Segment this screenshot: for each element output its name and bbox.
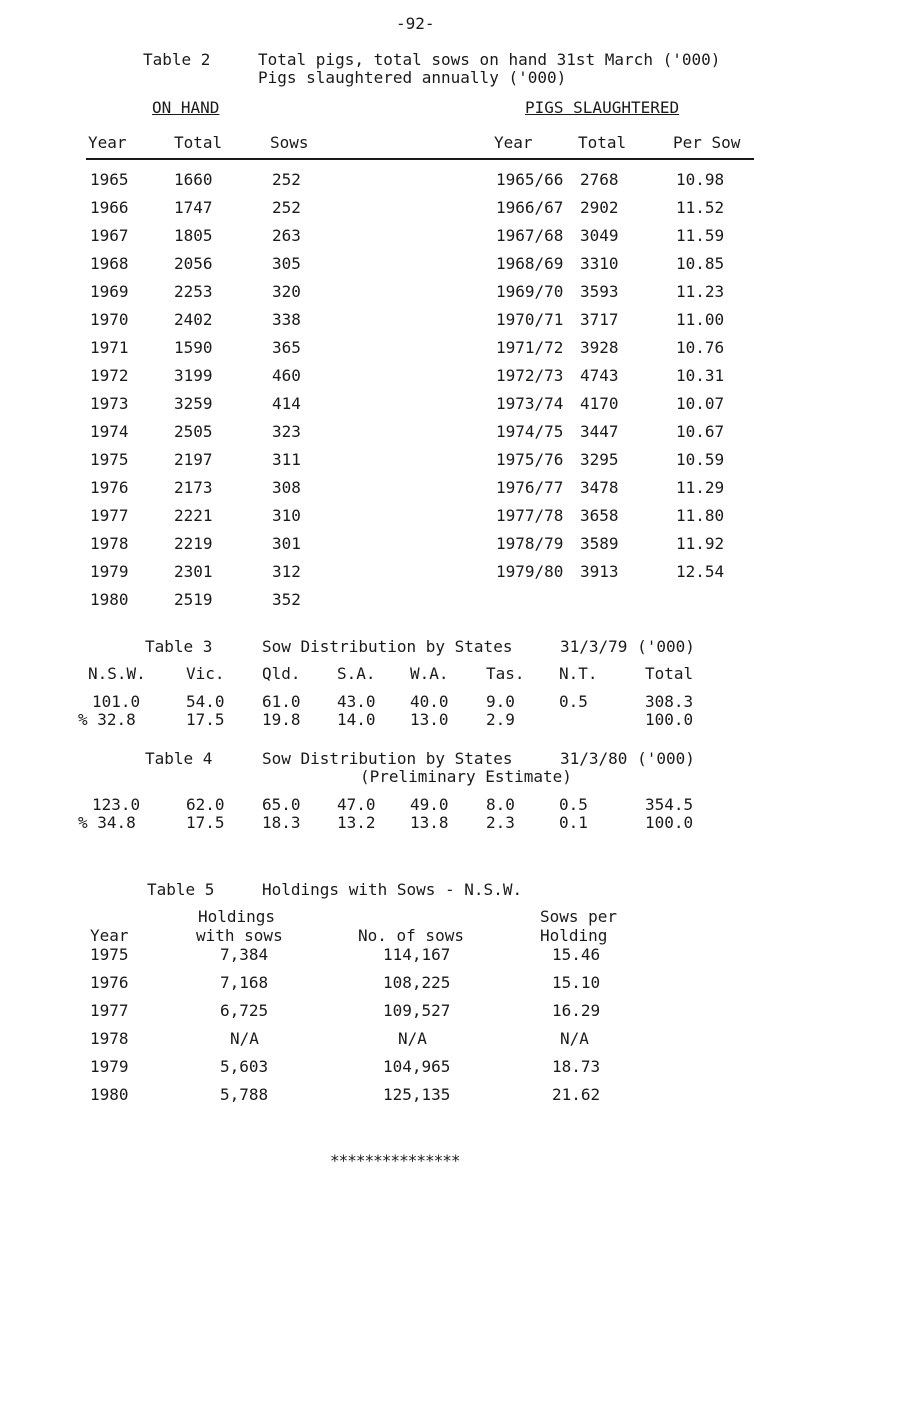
percent-qld: 19.8 — [262, 710, 301, 729]
cell-sows: 460 — [272, 366, 301, 385]
table5-label: Table 5 — [147, 880, 215, 899]
cell-year: 1971 — [90, 338, 129, 357]
cell-per-sow: 10.85 — [676, 254, 725, 273]
cell-sows: 338 — [272, 310, 301, 329]
cell-no-of-sows: 108,225 — [383, 973, 451, 992]
header-nt: N.T. — [559, 664, 598, 683]
cell-total-slaughtered: 3658 — [580, 506, 619, 525]
cell-year: 1977 — [90, 1001, 129, 1020]
header-total: Total — [174, 133, 223, 152]
cell-sows: 252 — [272, 198, 301, 217]
header-qld: Qld. — [262, 664, 301, 683]
cell-per-sow: 10.98 — [676, 170, 725, 189]
value-tas: 9.0 — [486, 692, 515, 711]
table5-header-year: Year — [90, 926, 129, 945]
cell-year: 1975 — [90, 945, 129, 964]
cell-total-slaughtered: 3717 — [580, 310, 619, 329]
cell-holdings: 7,168 — [220, 973, 269, 992]
cell-year: 1978 — [90, 534, 129, 553]
pigs-slaughtered-heading: PIGS SLAUGHTERED — [525, 98, 680, 117]
cell-no-of-sows: N/A — [398, 1029, 427, 1048]
percent-nsw: % 34.8 — [78, 813, 136, 832]
cell-year-slaughtered: 1974/75 — [496, 422, 564, 441]
header-tas: Tas. — [486, 664, 525, 683]
cell-sows: 414 — [272, 394, 301, 413]
page-number: -92- — [396, 14, 435, 33]
table4-title: Sow Distribution by States — [262, 749, 513, 768]
cell-per-sow: 12.54 — [676, 562, 725, 581]
value-vic: 62.0 — [186, 795, 225, 814]
value-nsw: 101.0 — [92, 692, 141, 711]
value-sa: 43.0 — [337, 692, 376, 711]
cell-total-slaughtered: 4170 — [580, 394, 619, 413]
percent-tas: 2.3 — [486, 813, 515, 832]
header-sa: S.A. — [337, 664, 376, 683]
table5-header-holdings-2: with sows — [196, 926, 283, 945]
cell-total: 1590 — [174, 338, 213, 357]
cell-total: 2301 — [174, 562, 213, 581]
cell-total-slaughtered: 3295 — [580, 450, 619, 469]
table5-title: Holdings with Sows - N.S.W. — [262, 880, 523, 899]
header-year-slaughtered: Year — [494, 133, 533, 152]
cell-holdings: 5,603 — [220, 1057, 269, 1076]
value-wa: 49.0 — [410, 795, 449, 814]
cell-sows: 305 — [272, 254, 301, 273]
cell-sows-per-holding: 18.73 — [552, 1057, 601, 1076]
cell-year-slaughtered: 1975/76 — [496, 450, 564, 469]
value-total: 308.3 — [645, 692, 694, 711]
cell-per-sow: 11.23 — [676, 282, 725, 301]
cell-year-slaughtered: 1966/67 — [496, 198, 564, 217]
cell-year: 1967 — [90, 226, 129, 245]
cell-year: 1972 — [90, 366, 129, 385]
cell-total-slaughtered: 2902 — [580, 198, 619, 217]
cell-per-sow: 11.00 — [676, 310, 725, 329]
cell-per-sow: 10.67 — [676, 422, 725, 441]
cell-per-sow: 11.80 — [676, 506, 725, 525]
header-per-sow: Per Sow — [673, 133, 741, 152]
cell-sows-per-holding: N/A — [560, 1029, 589, 1048]
cell-sows: 311 — [272, 450, 301, 469]
cell-total: 2056 — [174, 254, 213, 273]
table2-title-line2: Pigs slaughtered annually ('000) — [258, 68, 567, 87]
cell-year-slaughtered: 1967/68 — [496, 226, 564, 245]
cell-per-sow: 11.92 — [676, 534, 725, 553]
cell-holdings: N/A — [230, 1029, 259, 1048]
cell-year: 1979 — [90, 562, 129, 581]
cell-sows: 352 — [272, 590, 301, 609]
cell-total: 1805 — [174, 226, 213, 245]
cell-sows-per-holding: 15.10 — [552, 973, 601, 992]
cell-total: 3199 — [174, 366, 213, 385]
cell-year-slaughtered: 1977/78 — [496, 506, 564, 525]
cell-per-sow: 10.07 — [676, 394, 725, 413]
cell-total: 2505 — [174, 422, 213, 441]
table3-label: Table 3 — [145, 637, 213, 656]
cell-sows: 263 — [272, 226, 301, 245]
cell-total: 2519 — [174, 590, 213, 609]
value-total: 354.5 — [645, 795, 694, 814]
cell-no-of-sows: 109,527 — [383, 1001, 451, 1020]
cell-total: 2221 — [174, 506, 213, 525]
cell-year-slaughtered: 1979/80 — [496, 562, 564, 581]
table3-date: 31/3/79 ('000) — [560, 637, 695, 656]
table3-title: Sow Distribution by States — [262, 637, 513, 656]
header-sows: Sows — [270, 133, 309, 152]
cell-year-slaughtered: 1972/73 — [496, 366, 564, 385]
cell-total: 2173 — [174, 478, 213, 497]
cell-total: 2219 — [174, 534, 213, 553]
cell-sows: 365 — [272, 338, 301, 357]
cell-no-of-sows: 104,965 — [383, 1057, 451, 1076]
cell-total: 1747 — [174, 198, 213, 217]
cell-year: 1969 — [90, 282, 129, 301]
table5-header-holdings-1: Holdings — [198, 907, 276, 926]
cell-total-slaughtered: 3310 — [580, 254, 619, 273]
cell-per-sow: 10.31 — [676, 366, 725, 385]
percent-sa: 14.0 — [337, 710, 376, 729]
cell-year-slaughtered: 1978/79 — [496, 534, 564, 553]
cell-year-slaughtered: 1968/69 — [496, 254, 564, 273]
cell-total: 2197 — [174, 450, 213, 469]
cell-per-sow: 10.59 — [676, 450, 725, 469]
cell-total-slaughtered: 3913 — [580, 562, 619, 581]
cell-sows-per-holding: 15.46 — [552, 945, 601, 964]
cell-sows-per-holding: 21.62 — [552, 1085, 601, 1104]
cell-year-slaughtered: 1976/77 — [496, 478, 564, 497]
header-total-slaughtered: Total — [578, 133, 627, 152]
header-total: Total — [645, 664, 694, 683]
cell-year: 1974 — [90, 422, 129, 441]
cell-year: 1975 — [90, 450, 129, 469]
table2-header-rule — [86, 158, 754, 160]
cell-year: 1966 — [90, 198, 129, 217]
percent-nt: 0.1 — [559, 813, 588, 832]
cell-sows: 308 — [272, 478, 301, 497]
cell-total-slaughtered: 3589 — [580, 534, 619, 553]
percent-qld: 18.3 — [262, 813, 301, 832]
percent-nsw: % 32.8 — [78, 710, 136, 729]
value-sa: 47.0 — [337, 795, 376, 814]
cell-total: 2402 — [174, 310, 213, 329]
cell-holdings: 7,384 — [220, 945, 269, 964]
cell-total-slaughtered: 4743 — [580, 366, 619, 385]
cell-sows: 252 — [272, 170, 301, 189]
value-nt: 0.5 — [559, 795, 588, 814]
table2-label: Table 2 — [143, 50, 211, 69]
cell-year: 1980 — [90, 590, 129, 609]
cell-sows: 312 — [272, 562, 301, 581]
header-year: Year — [88, 133, 127, 152]
cell-year: 1978 — [90, 1029, 129, 1048]
header-wa: W.A. — [410, 664, 449, 683]
cell-total-slaughtered: 3447 — [580, 422, 619, 441]
on-hand-heading: ON HAND — [152, 98, 220, 117]
table5-header-per-2: Holding — [540, 926, 608, 945]
cell-sows: 301 — [272, 534, 301, 553]
value-qld: 61.0 — [262, 692, 301, 711]
table5-header-per-1: Sows per — [540, 907, 618, 926]
percent-total: 100.0 — [645, 710, 694, 729]
table4-subtitle: (Preliminary Estimate) — [360, 767, 572, 786]
cell-total-slaughtered: 3593 — [580, 282, 619, 301]
cell-no-of-sows: 125,135 — [383, 1085, 451, 1104]
value-vic: 54.0 — [186, 692, 225, 711]
cell-year: 1973 — [90, 394, 129, 413]
percent-vic: 17.5 — [186, 813, 225, 832]
cell-total: 3259 — [174, 394, 213, 413]
cell-per-sow: 11.29 — [676, 478, 725, 497]
cell-year: 1976 — [90, 973, 129, 992]
value-wa: 40.0 — [410, 692, 449, 711]
table5-header-sows: No. of sows — [358, 926, 464, 945]
cell-sows: 323 — [272, 422, 301, 441]
value-nsw: 123.0 — [92, 795, 141, 814]
cell-year-slaughtered: 1965/66 — [496, 170, 564, 189]
end-marker: *************** — [330, 1151, 460, 1170]
cell-sows: 320 — [272, 282, 301, 301]
percent-total: 100.0 — [645, 813, 694, 832]
percent-vic: 17.5 — [186, 710, 225, 729]
cell-holdings: 6,725 — [220, 1001, 269, 1020]
percent-sa: 13.2 — [337, 813, 376, 832]
cell-no-of-sows: 114,167 — [383, 945, 451, 964]
cell-sows: 310 — [272, 506, 301, 525]
cell-total-slaughtered: 3478 — [580, 478, 619, 497]
cell-year-slaughtered: 1969/70 — [496, 282, 564, 301]
cell-per-sow: 10.76 — [676, 338, 725, 357]
cell-total: 1660 — [174, 170, 213, 189]
cell-total-slaughtered: 3049 — [580, 226, 619, 245]
cell-sows-per-holding: 16.29 — [552, 1001, 601, 1020]
cell-year: 1979 — [90, 1057, 129, 1076]
header-vic: Vic. — [186, 664, 225, 683]
cell-per-sow: 11.59 — [676, 226, 725, 245]
cell-year: 1970 — [90, 310, 129, 329]
cell-total-slaughtered: 3928 — [580, 338, 619, 357]
value-qld: 65.0 — [262, 795, 301, 814]
table4-label: Table 4 — [145, 749, 213, 768]
cell-year-slaughtered: 1970/71 — [496, 310, 564, 329]
cell-total-slaughtered: 2768 — [580, 170, 619, 189]
table2-title-line1: Total pigs, total sows on hand 31st March ('000) — [258, 50, 721, 69]
cell-year: 1968 — [90, 254, 129, 273]
percent-wa: 13.8 — [410, 813, 449, 832]
header-nsw: N.S.W. — [88, 664, 146, 683]
cell-year: 1976 — [90, 478, 129, 497]
cell-year-slaughtered: 1971/72 — [496, 338, 564, 357]
percent-tas: 2.9 — [486, 710, 515, 729]
cell-year: 1980 — [90, 1085, 129, 1104]
table4-date: 31/3/80 ('000) — [560, 749, 695, 768]
percent-wa: 13.0 — [410, 710, 449, 729]
cell-per-sow: 11.52 — [676, 198, 725, 217]
value-nt: 0.5 — [559, 692, 588, 711]
cell-year-slaughtered: 1973/74 — [496, 394, 564, 413]
cell-year: 1977 — [90, 506, 129, 525]
value-tas: 8.0 — [486, 795, 515, 814]
cell-year: 1965 — [90, 170, 129, 189]
cell-total: 2253 — [174, 282, 213, 301]
cell-holdings: 5,788 — [220, 1085, 269, 1104]
